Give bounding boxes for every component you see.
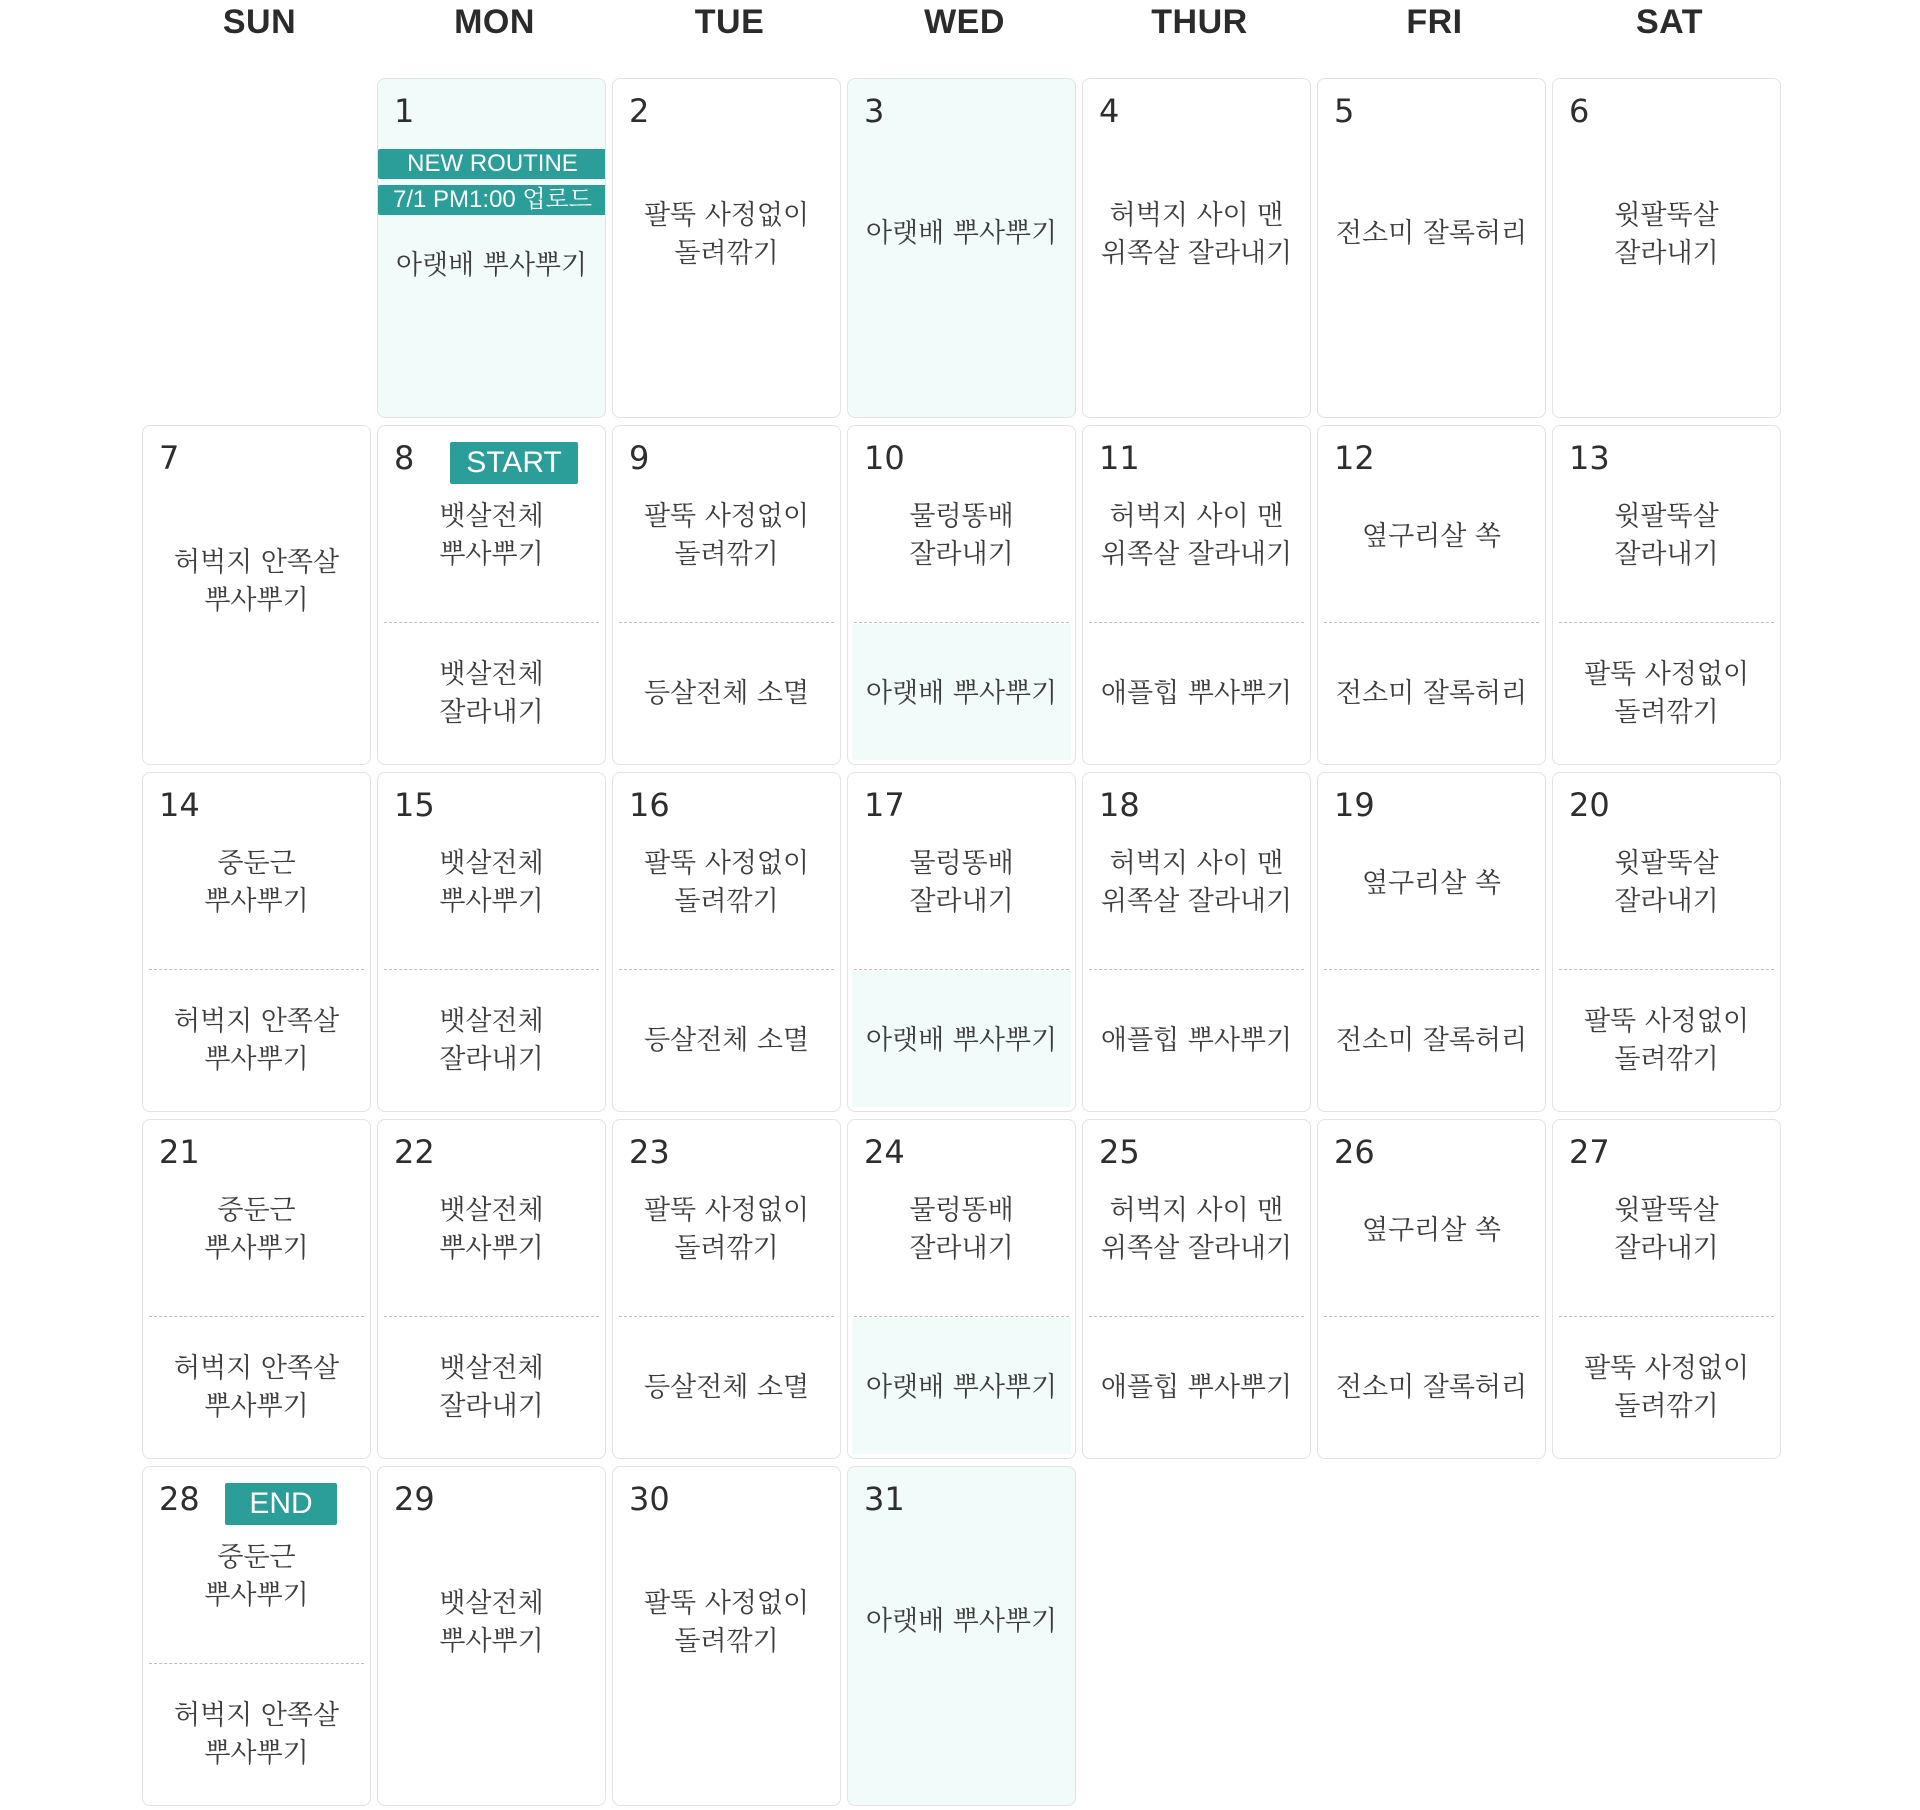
workout-label-bottom: 전소미 잘록허리 — [1335, 1372, 1528, 1403]
workout-label: 전소미 잘록허리 — [1335, 218, 1528, 249]
day-cell-25[interactable] — [1082, 1119, 1311, 1459]
workout-label-top: 허벅지 사이 맨 위쪽살 잘라내기 — [1100, 848, 1293, 917]
day-number: 9 — [629, 439, 650, 477]
day-number: 20 — [1569, 786, 1610, 824]
workout-label: 허벅지 사이 맨 위쪽살 잘라내기 — [1100, 200, 1293, 269]
weekday-sun: SUN — [222, 3, 297, 41]
workout-label: 팔뚝 사정없이 돌려깎기 — [643, 1588, 810, 1657]
day-number: 28 — [159, 1480, 200, 1518]
day-cell-4[interactable] — [1082, 78, 1311, 418]
day-number: 15 — [394, 786, 435, 824]
workout-label-top: 물렁똥배 잘라내기 — [909, 501, 1014, 570]
day-number: 1 — [394, 92, 415, 130]
day-number: 12 — [1334, 439, 1375, 477]
workout-label-top: 허벅지 사이 맨 위쪽살 잘라내기 — [1100, 1195, 1293, 1264]
workout-label-top: 옆구리살 쏙 — [1362, 521, 1501, 552]
day-cell-3[interactable] — [847, 78, 1076, 418]
weekday-fri: FRI — [1406, 3, 1463, 41]
workout-label: 아랫배 뿌사뿌기 — [395, 250, 588, 281]
workout-label-top: 중둔근 뿌사뿌기 — [204, 848, 309, 917]
day-number: 17 — [864, 786, 905, 824]
day-cell-7[interactable] — [142, 425, 371, 765]
workout-label-top: 뱃살전체 뿌사뿌기 — [439, 501, 544, 570]
day-number: 30 — [629, 1480, 670, 1518]
workout-label: 뱃살전체 뿌사뿌기 — [439, 1588, 544, 1657]
day-number: 11 — [1099, 439, 1140, 477]
day-cell-24[interactable] — [847, 1119, 1076, 1459]
workout-label-top: 윗팔뚝살 잘라내기 — [1614, 848, 1719, 917]
workout-label-bottom: 뱃살전체 잘라내기 — [439, 1353, 544, 1422]
workout-label-bottom: 애플힙 뿌사뿌기 — [1100, 678, 1293, 709]
upload-time-badge: 7/1 PM1:00 업로드 — [378, 185, 606, 215]
workout-label-top: 옆구리살 쏙 — [1362, 868, 1501, 899]
day-cell-14[interactable] — [142, 772, 371, 1112]
workout-label: 윗팔뚝살 잘라내기 — [1614, 200, 1719, 269]
day-cell-29[interactable] — [377, 1466, 606, 1806]
day-number: 23 — [629, 1133, 670, 1171]
day-number: 18 — [1099, 786, 1140, 824]
day-number: 31 — [864, 1480, 905, 1518]
workout-label-bottom: 팔뚝 사정없이 돌려깎기 — [1583, 1353, 1750, 1422]
workout-label-bottom: 전소미 잘록허리 — [1335, 678, 1528, 709]
workout-label-bottom: 애플힙 뿌사뿌기 — [1100, 1025, 1293, 1056]
day-number: 16 — [629, 786, 670, 824]
day-cell-30[interactable] — [612, 1466, 841, 1806]
workout-label-top: 허벅지 사이 맨 위쪽살 잘라내기 — [1100, 501, 1293, 570]
workout-label-top: 중둔근 뿌사뿌기 — [204, 1542, 309, 1611]
day-cell-23[interactable] — [612, 1119, 841, 1459]
workout-label-top: 팔뚝 사정없이 돌려깎기 — [643, 1195, 810, 1264]
workout-label: 아랫배 뿌사뿌기 — [865, 218, 1058, 249]
day-cell-2[interactable] — [612, 78, 841, 418]
workout-label-top: 팔뚝 사정없이 돌려깎기 — [643, 848, 810, 917]
day-number: 4 — [1099, 92, 1120, 130]
workout-label-top: 물렁똥배 잘라내기 — [909, 848, 1014, 917]
end-badge: END — [225, 1483, 337, 1525]
workout-label-top: 뱃살전체 뿌사뿌기 — [439, 1195, 544, 1264]
workout-label-bottom: 등살전체 소멸 — [643, 1025, 810, 1056]
workout-label-bottom: 아랫배 뿌사뿌기 — [865, 1025, 1058, 1056]
day-cell-11[interactable] — [1082, 425, 1311, 765]
day-cell-27[interactable] — [1552, 1119, 1781, 1459]
workout-label-bottom: 허벅지 안쪽살 뿌사뿌기 — [173, 1353, 340, 1422]
workout-label-bottom: 뱃살전체 잘라내기 — [439, 1006, 544, 1075]
workout-label-bottom: 아랫배 뿌사뿌기 — [865, 1372, 1058, 1403]
weekday-mon: MON — [454, 3, 535, 41]
workout-label-top: 물렁똥배 잘라내기 — [909, 1195, 1014, 1264]
weekday-tue: TUE — [694, 3, 765, 41]
day-cell-12[interactable] — [1317, 425, 1546, 765]
day-number: 27 — [1569, 1133, 1610, 1171]
day-cell-8[interactable] — [377, 425, 606, 765]
day-number: 3 — [864, 92, 885, 130]
workout-label-bottom: 등살전체 소멸 — [643, 678, 810, 709]
day-cell-28[interactable] — [142, 1466, 371, 1806]
new-routine-badge: NEW ROUTINE — [378, 149, 606, 179]
workout-label-top: 중둔근 뿌사뿌기 — [204, 1195, 309, 1264]
day-number: 25 — [1099, 1133, 1140, 1171]
day-cell-10[interactable] — [847, 425, 1076, 765]
workout-label: 팔뚝 사정없이 돌려깎기 — [643, 200, 810, 269]
day-cell-13[interactable] — [1552, 425, 1781, 765]
day-cell-31[interactable] — [847, 1466, 1076, 1806]
day-number: 22 — [394, 1133, 435, 1171]
workout-label-bottom: 팔뚝 사정없이 돌려깎기 — [1583, 1006, 1750, 1075]
day-cell-17[interactable] — [847, 772, 1076, 1112]
day-cell-1[interactable] — [377, 78, 606, 418]
workout-label-bottom: 허벅지 안쪽살 뿌사뿌기 — [173, 1006, 340, 1075]
workout-label-top: 윗팔뚝살 잘라내기 — [1614, 501, 1719, 570]
day-cell-5[interactable] — [1317, 78, 1546, 418]
day-cell-18[interactable] — [1082, 772, 1311, 1112]
weekday-sat: SAT — [1636, 3, 1703, 41]
weekday-thur: THUR — [1151, 3, 1248, 41]
weekday-wed: WED — [924, 3, 1005, 41]
workout-label: 아랫배 뿌사뿌기 — [865, 1606, 1058, 1637]
day-cell-20[interactable] — [1552, 772, 1781, 1112]
day-cell-16[interactable] — [612, 772, 841, 1112]
day-cell-26[interactable] — [1317, 1119, 1546, 1459]
workout-label-bottom: 팔뚝 사정없이 돌려깎기 — [1583, 659, 1750, 728]
day-number: 14 — [159, 786, 200, 824]
workout-label-bottom: 허벅지 안쪽살 뿌사뿌기 — [173, 1700, 340, 1769]
day-number: 26 — [1334, 1133, 1375, 1171]
day-number: 5 — [1334, 92, 1355, 130]
day-number: 24 — [864, 1133, 905, 1171]
start-badge: START — [450, 442, 578, 484]
day-cell-15[interactable] — [377, 772, 606, 1112]
day-number: 6 — [1569, 92, 1590, 130]
day-number: 19 — [1334, 786, 1375, 824]
workout-label-bottom: 전소미 잘록허리 — [1335, 1025, 1528, 1056]
workout-label-top: 뱃살전체 뿌사뿌기 — [439, 848, 544, 917]
workout-label-bottom: 애플힙 뿌사뿌기 — [1100, 1372, 1293, 1403]
weekday-header — [142, 0, 1788, 48]
day-number: 13 — [1569, 439, 1610, 477]
workout-label-bottom: 뱃살전체 잘라내기 — [439, 659, 544, 728]
workout-label-top: 팔뚝 사정없이 돌려깎기 — [643, 501, 810, 570]
day-number: 29 — [394, 1480, 435, 1518]
day-number: 2 — [629, 92, 650, 130]
empty-cell — [142, 78, 371, 418]
workout-label: 허벅지 안쪽살 뿌사뿌기 — [173, 547, 340, 616]
day-number: 7 — [159, 439, 180, 477]
day-number: 8 — [394, 439, 415, 477]
day-cell-22[interactable] — [377, 1119, 606, 1459]
workout-label-top: 옆구리살 쏙 — [1362, 1215, 1501, 1246]
workout-label-bottom: 등살전체 소멸 — [643, 1372, 810, 1403]
day-cell-6[interactable] — [1552, 78, 1781, 418]
day-cell-19[interactable] — [1317, 772, 1546, 1112]
day-number: 10 — [864, 439, 905, 477]
calendar-grid — [142, 78, 1781, 1806]
day-cell-9[interactable] — [612, 425, 841, 765]
day-cell-21[interactable] — [142, 1119, 371, 1459]
day-number: 21 — [159, 1133, 200, 1171]
workout-label-bottom: 아랫배 뿌사뿌기 — [865, 678, 1058, 709]
workout-label-top: 윗팔뚝살 잘라내기 — [1614, 1195, 1719, 1264]
